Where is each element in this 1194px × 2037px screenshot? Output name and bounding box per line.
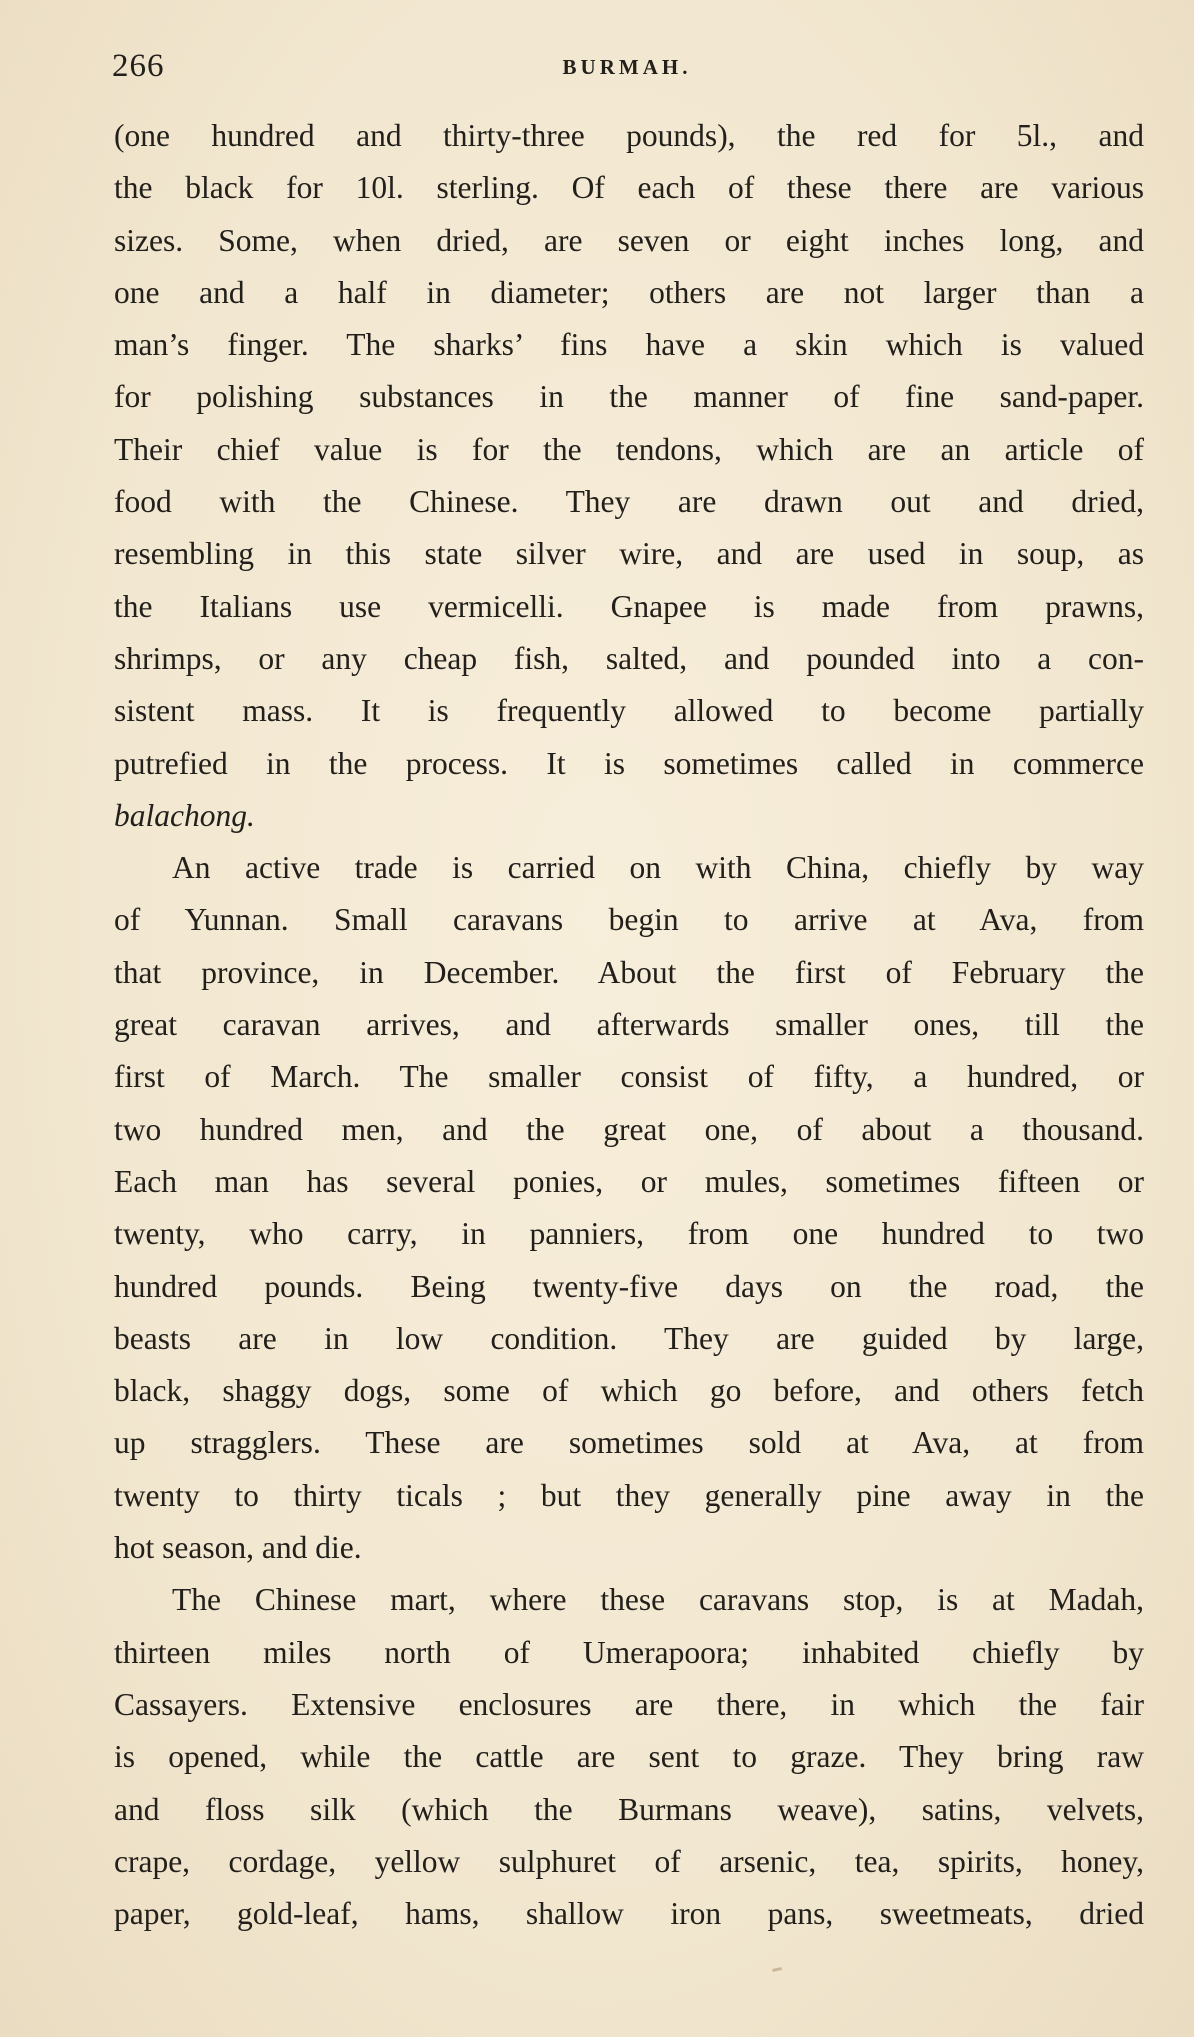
text-line: the Italians use vermicelli. Gnapee is made from prawns, xyxy=(114,588,1144,624)
text-line: of Yunnan. Small caravans begin to arrive at Ava, from xyxy=(114,902,1144,938)
text-line: twenty, who carry, in panniers, from one hundred to two xyxy=(114,1216,1144,1252)
text-line: putrefied in the process. It is sometimes called in commerce xyxy=(114,745,1144,781)
paragraph-start-line: The Chinese mart, where these caravans stop, is at Madah, xyxy=(172,1582,1144,1618)
body-text xyxy=(114,110,1144,1940)
text-line: sistent mass. It is frequently allowed to become partially xyxy=(114,693,1144,729)
text-line: first of March. The smaller consist of fifty, a hundred, or xyxy=(114,1059,1144,1095)
text-line: man’s finger. The sharks’ fins have a skin which is valued xyxy=(114,327,1144,363)
text-line: one and a half in diameter; others are not larger than a xyxy=(114,274,1144,310)
text-line: is opened, while the cattle are sent to graze. They bring raw xyxy=(114,1739,1144,1775)
text-line: thirteen miles north of Umerapoora; inhabited chiefly by xyxy=(114,1634,1144,1670)
page-header xyxy=(112,48,1142,88)
text-line: up stragglers. These are sometimes sold at Ava, at from xyxy=(114,1425,1144,1461)
text-line: beasts are in low condition. They are guided by large, xyxy=(114,1320,1144,1356)
text-line: twenty to thirty ticals ; but they generally pine away in the xyxy=(114,1477,1144,1513)
text-line: Their chief value is for the tendons, which are an article of xyxy=(114,431,1144,467)
text-line: paper, gold-leaf, hams, shallow iron pans, sweetmeats, dried xyxy=(114,1896,1144,1932)
text-line: shrimps, or any cheap fish, salted, and pounded into a con- xyxy=(114,640,1144,676)
text-line: that province, in December. About the first of February the xyxy=(114,954,1144,990)
page-number: 266 xyxy=(112,48,165,84)
text-line: crape, cordage, yellow sulphuret of arsenic, tea, spirits, honey, xyxy=(114,1843,1144,1879)
text-line: hot season, and die. xyxy=(114,1530,362,1566)
text-line: food with the Chinese. They are drawn out and dried, xyxy=(114,484,1144,520)
running-head: BURMAH. xyxy=(562,55,692,79)
paper-speck xyxy=(772,1967,782,1972)
text-line: black, shaggy dogs, some of which go before, and others fetch xyxy=(114,1373,1144,1409)
text-line: Each man has several ponies, or mules, sometimes fifteen or xyxy=(114,1163,1144,1199)
text-line: sizes. Some, when dried, are seven or eight inches long, and xyxy=(114,222,1144,258)
text-line: (one hundred and thirty-three pounds), the red for 5l., and xyxy=(114,118,1144,153)
text-line: great caravan arrives, and afterwards smaller ones, till the xyxy=(114,1007,1144,1043)
text-line: two hundred men, and the great one, of about a thousand. xyxy=(114,1111,1144,1147)
text-line: balachong. xyxy=(114,797,255,833)
paragraph-start-line: An active trade is carried on with China, chiefly by way xyxy=(172,850,1144,886)
text-line: resembling in this state silver wire, and are used in soup, as xyxy=(114,536,1144,572)
text-line: for polishing substances in the manner of fine sand-paper. xyxy=(114,379,1144,415)
text-line: Cassayers. Extensive enclosures are there, in which the fair xyxy=(114,1686,1144,1722)
text-line: the black for 10l. sterling. Of each of these there are various xyxy=(114,170,1144,206)
text-line: hundred pounds. Being twenty-five days on the road, the xyxy=(114,1268,1144,1304)
text-line: and floss silk (which the Burmans weave), satins, velvets, xyxy=(114,1791,1144,1827)
